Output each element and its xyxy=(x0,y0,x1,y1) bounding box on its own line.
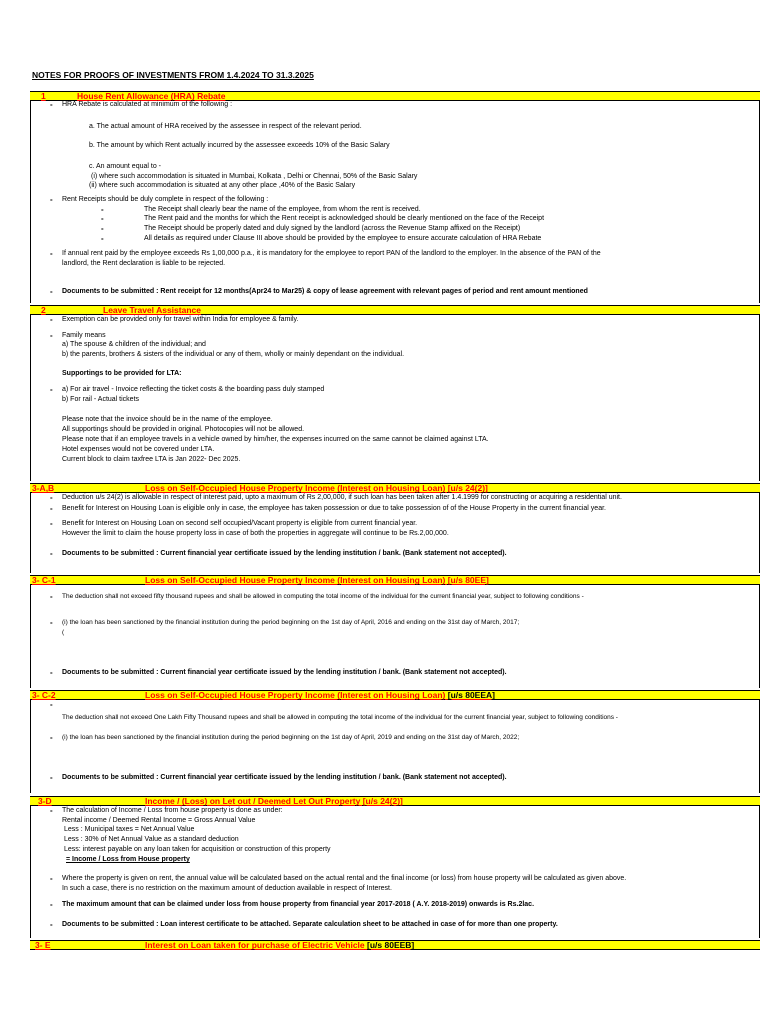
s3d-documents: Documents to be submitted : Loan interest certificate to be attached. Separate calculation sheet to be attached in case of for more than one property. xyxy=(62,921,558,928)
section-3c1-right-border xyxy=(759,585,760,688)
bullet: - xyxy=(101,224,104,233)
rent-receipt-rule-4: All details as required under Clause III above should be provided by the employee to ensure accurate calculation of HRA Rebate xyxy=(144,235,542,242)
hp-calc-municipal: Less : Municipal taxes = Net Annual Value xyxy=(64,826,195,833)
section-3d-number: 3-D xyxy=(38,796,52,806)
bullet: - xyxy=(50,900,53,909)
hra-condition-b: b. The amount by which Rent actually incurred by the assessee exceeds 10% of the Basic Salary xyxy=(89,142,390,149)
section-2-title: Leave Travel Assistance xyxy=(103,305,201,315)
bullet: - xyxy=(50,592,53,601)
section-3c2-left-border xyxy=(30,700,31,793)
rent-receipt-rule-3: The Receipt should be properly dated and duly signed by the landlord (across the Revenue Stamp affixed on the Receipt) xyxy=(144,225,521,232)
hra-condition-c-ii: (ii) where such accommodation is situated at any other place ,40% of the Basic Salary xyxy=(89,182,356,189)
section-2-number: 2 xyxy=(41,305,46,315)
bullet: - xyxy=(50,874,53,883)
lta-family-b: b) the parents, brothers & sisters of the individual or any of them, wholly or mainly dependant on the individual. xyxy=(62,351,405,358)
bullet: - xyxy=(101,205,104,214)
section-3ab-right-border xyxy=(759,493,760,573)
section-1-header xyxy=(30,91,760,101)
hra-intro: HRA Rebate is calculated at minimum of the following : xyxy=(62,101,233,108)
deduction-24-2: Deduction u/s 24(2) is allowable in respect of interest paid, upto a maximum of Rs 2,00,000, if such loan has been taken after 1.4.1999 for constructing or acquiring a residential unit. xyxy=(62,494,622,501)
lta-note-own-vehicle: Please note that if an employee travels in a vehicle owned by him/her, the expenses incurred on the same cannot be claimed against LTA. xyxy=(62,436,489,443)
bullet: - xyxy=(50,315,53,324)
bullet: - xyxy=(50,195,53,204)
hp-calc-intro: The calculation of Income / Loss from house property is done as under: xyxy=(62,807,283,814)
lta-family-a: a) The spouse & children of the individual; and xyxy=(62,341,206,348)
section-3e-title: Interest on Loan taken for purchase of Electric Vehicle xyxy=(145,940,365,950)
benefit-second-property: Benefit for Interest on Housing Loan on second self occupied/Vacant property is eligible from current financial year. xyxy=(62,520,418,527)
80eea-deduction-limit: The deduction shall not exceed One Lakh Fifty Thousand rupees and shall be allowed in computing the total income of the individual for the current financial year, subject to following conditions - xyxy=(62,714,618,721)
section-3e-header xyxy=(30,940,760,950)
lta-air-travel: a) For air travel - Invoice reflecting the ticket costs & the boarding pass duly stamped xyxy=(62,386,325,393)
hra-condition-c-i: (i) where such accommodation is situated in Mumbai, Kolkata , Delhi or Chennai, 50% of the Basic Salary xyxy=(91,173,418,180)
bullet: - xyxy=(50,493,53,502)
section-3d-header xyxy=(30,796,760,806)
section-3d-title: Income / (Loss) on Let out / Deemed Let Out Property [u/s 24(2)] xyxy=(145,796,403,806)
section-3c1-title: Loss on Self-Occupied House Property Income (Interest on Housing Loan) [u/s 80EE] xyxy=(145,575,489,585)
section-3e-number: 3- E xyxy=(35,940,51,950)
section-3ab-number: 3-A,B xyxy=(32,483,55,493)
section-3ab-header xyxy=(30,483,760,493)
section-3c2-header xyxy=(30,690,760,700)
hra-documents: Documents to be submitted : Rent receipt for 12 months(Apr24 to Mar25) & copy of lease agreement with relevant pages of period and rent amount mentioned xyxy=(62,288,588,295)
bullet: - xyxy=(50,249,53,258)
bullet: - xyxy=(50,287,53,296)
rent-receipt-rule-2: The Rent paid and the months for which the Rent receipt is acknowledged should be clearly mentioned on the face of the Receipt xyxy=(144,215,545,222)
s3c2-documents: Documents to be submitted : Current financial year certificate issued by the lending institution / bank. (Bank statement not accepted). xyxy=(62,774,507,781)
bullet: - xyxy=(101,234,104,243)
section-3c1-number: 3- C-1 xyxy=(32,575,56,585)
lta-note-block: Current block to claim taxfree LTA is Jan 2022- Dec 2025. xyxy=(62,456,241,463)
pan-requirement-cont: landlord, the Rent declaration is liable to be rejected. xyxy=(62,260,226,267)
s3ab-documents: Documents to be submitted : Current financial year certificate issued by the lending institution / bank. (Bank statement not accepted). xyxy=(62,550,507,557)
hra-condition-c: c. An amount equal to - xyxy=(89,163,161,170)
bullet: - xyxy=(50,519,53,528)
rent-receipt-rule-1: The Receipt shall clearly bear the name of the employee, from whom the rent is received. xyxy=(144,206,421,213)
hp-calc-gav: Rental income / Deemed Rental Income = Gross Annual Value xyxy=(62,817,256,824)
80ee-condition-i: (i) the loan has been sanctioned by the financial institution during the period beginning on the 1st day of April, 2016 and ending on the 31st day of March, 2017; xyxy=(62,619,520,626)
section-3e-title-wrap xyxy=(145,940,414,950)
lta-rail-travel: b) For rail - Actual tickets xyxy=(62,396,140,403)
80ee-condition-ii: ( xyxy=(62,629,65,636)
lta-note-invoice: Please note that the invoice should be in the name of the employee. xyxy=(62,416,273,423)
lta-exemption: Exemption can be provided only for travel within India for employee & family. xyxy=(62,316,299,323)
section-1-number: 1 xyxy=(41,91,46,101)
bullet: - xyxy=(50,700,53,709)
hp-calc-standard: Less : 30% of Net Annual Value as a standard deduction xyxy=(64,836,239,843)
lta-family-means: Family means xyxy=(62,332,106,339)
section-3c2-title-wrap xyxy=(145,690,495,700)
bullet: - xyxy=(50,806,53,815)
bullet: - xyxy=(50,100,53,109)
hp-no-restriction: In such a case, there is no restriction on the maximum amount of deduction available in respect of Interest. xyxy=(62,885,392,892)
section-3c2-number: 3- C-2 xyxy=(32,690,56,700)
bullet: - xyxy=(50,618,53,627)
section-3d-left-border xyxy=(30,806,31,938)
80ee-deduction-limit: The deduction shall not exceed fifty thousand rupees and shall be allowed in computing the total income of the individual for the current financial year, subject to following conditions - xyxy=(62,593,584,600)
lta-supportings-heading: Supportings to be provided for LTA: xyxy=(62,370,182,377)
section-3c2-right-border xyxy=(759,700,760,793)
section-1-right-border xyxy=(759,101,760,303)
bullet: - xyxy=(50,668,53,677)
section-3c1-header xyxy=(30,575,760,585)
hp-max-loss: The maximum amount that can be claimed under loss from house property from financial year 2017-2018 ( A.Y. 2018-2019) onwards is Rs.2lac. xyxy=(62,901,535,908)
pan-requirement: If annual rent paid by the employee exceeds Rs 1,00,000 p.a., it is mandatory for the employee to report PAN of the landlord to the employer. In the absence of the PAN of the xyxy=(62,250,601,257)
section-3c2-title: Loss on Self-Occupied House Property Income (Interest on Housing Loan) xyxy=(145,690,446,700)
section-3c2-suffix: [u/s 80EEA] xyxy=(447,690,495,700)
section-1-left-border xyxy=(30,101,31,303)
hp-calc-interest: Less: interest payable on any loan taken for acquisition or construction of this property xyxy=(64,846,331,853)
section-3ab-title: Loss on Self-Occupied House Property Income (Interest on Housing Loan) [u/s 24(2)] xyxy=(145,483,488,493)
lta-note-hotel: Hotel expenses would not be covered under LTA. xyxy=(62,446,215,453)
bullet: - xyxy=(50,920,53,929)
hp-calc-result: = Income / Loss from House property xyxy=(66,856,190,863)
80eea-condition-i: (i) the loan has been sanctioned by the financial institution during the period beginning on the 1st day of April, 2019 and ending on the 31st day of March, 2022; xyxy=(62,734,520,741)
section-3e-suffix: [u/s 80EEB] xyxy=(367,940,415,950)
hra-condition-a: a. The actual amount of HRA received by the assessee in respect of the relevant period. xyxy=(89,123,362,130)
rent-receipts-intro: Rent Receipts should be duly complete in respect of the following : xyxy=(62,196,269,203)
section-2-right-border xyxy=(759,315,760,481)
lta-note-originals: All supportings should be provided in original. Photocopies will not be allowed. xyxy=(62,426,305,433)
bullet: - xyxy=(50,773,53,782)
bullet: - xyxy=(50,385,53,394)
hp-rented-calc: Where the property is given on rent, the annual value will be calculated based on the actual rental and the final income (or loss) from house property will be calculated as given above. xyxy=(62,875,627,882)
benefit-possession: Benefit for Interest on Housing Loan is eligible only in case, the employee has taken possession or due to take possession of of the House Property in the current financial year. xyxy=(62,505,606,512)
section-1-title: House Rent Allowance (HRA) Rebate xyxy=(77,91,226,101)
section-3ab-left-border xyxy=(30,493,31,573)
section-3c1-left-border xyxy=(30,585,31,688)
section-2-left-border xyxy=(30,315,31,481)
bullet: - xyxy=(101,214,104,223)
aggregate-limit: However the limit to claim the house property loss in case of both the properties in aggregate will continue to be Rs.2,00,000. xyxy=(62,530,449,537)
section-2-header xyxy=(30,305,760,315)
section-3d-right-border xyxy=(759,806,760,938)
bullet: - xyxy=(50,733,53,742)
document-title: NOTES FOR PROOFS OF INVESTMENTS FROM 1.4.2024 TO 31.3.2025 xyxy=(32,70,314,80)
bullet: - xyxy=(50,331,53,340)
bullet: - xyxy=(50,504,53,513)
bullet: - xyxy=(50,549,53,558)
s3c1-documents: Documents to be submitted : Current financial year certificate issued by the lending institution / bank. (Bank statement not accepted). xyxy=(62,669,507,676)
